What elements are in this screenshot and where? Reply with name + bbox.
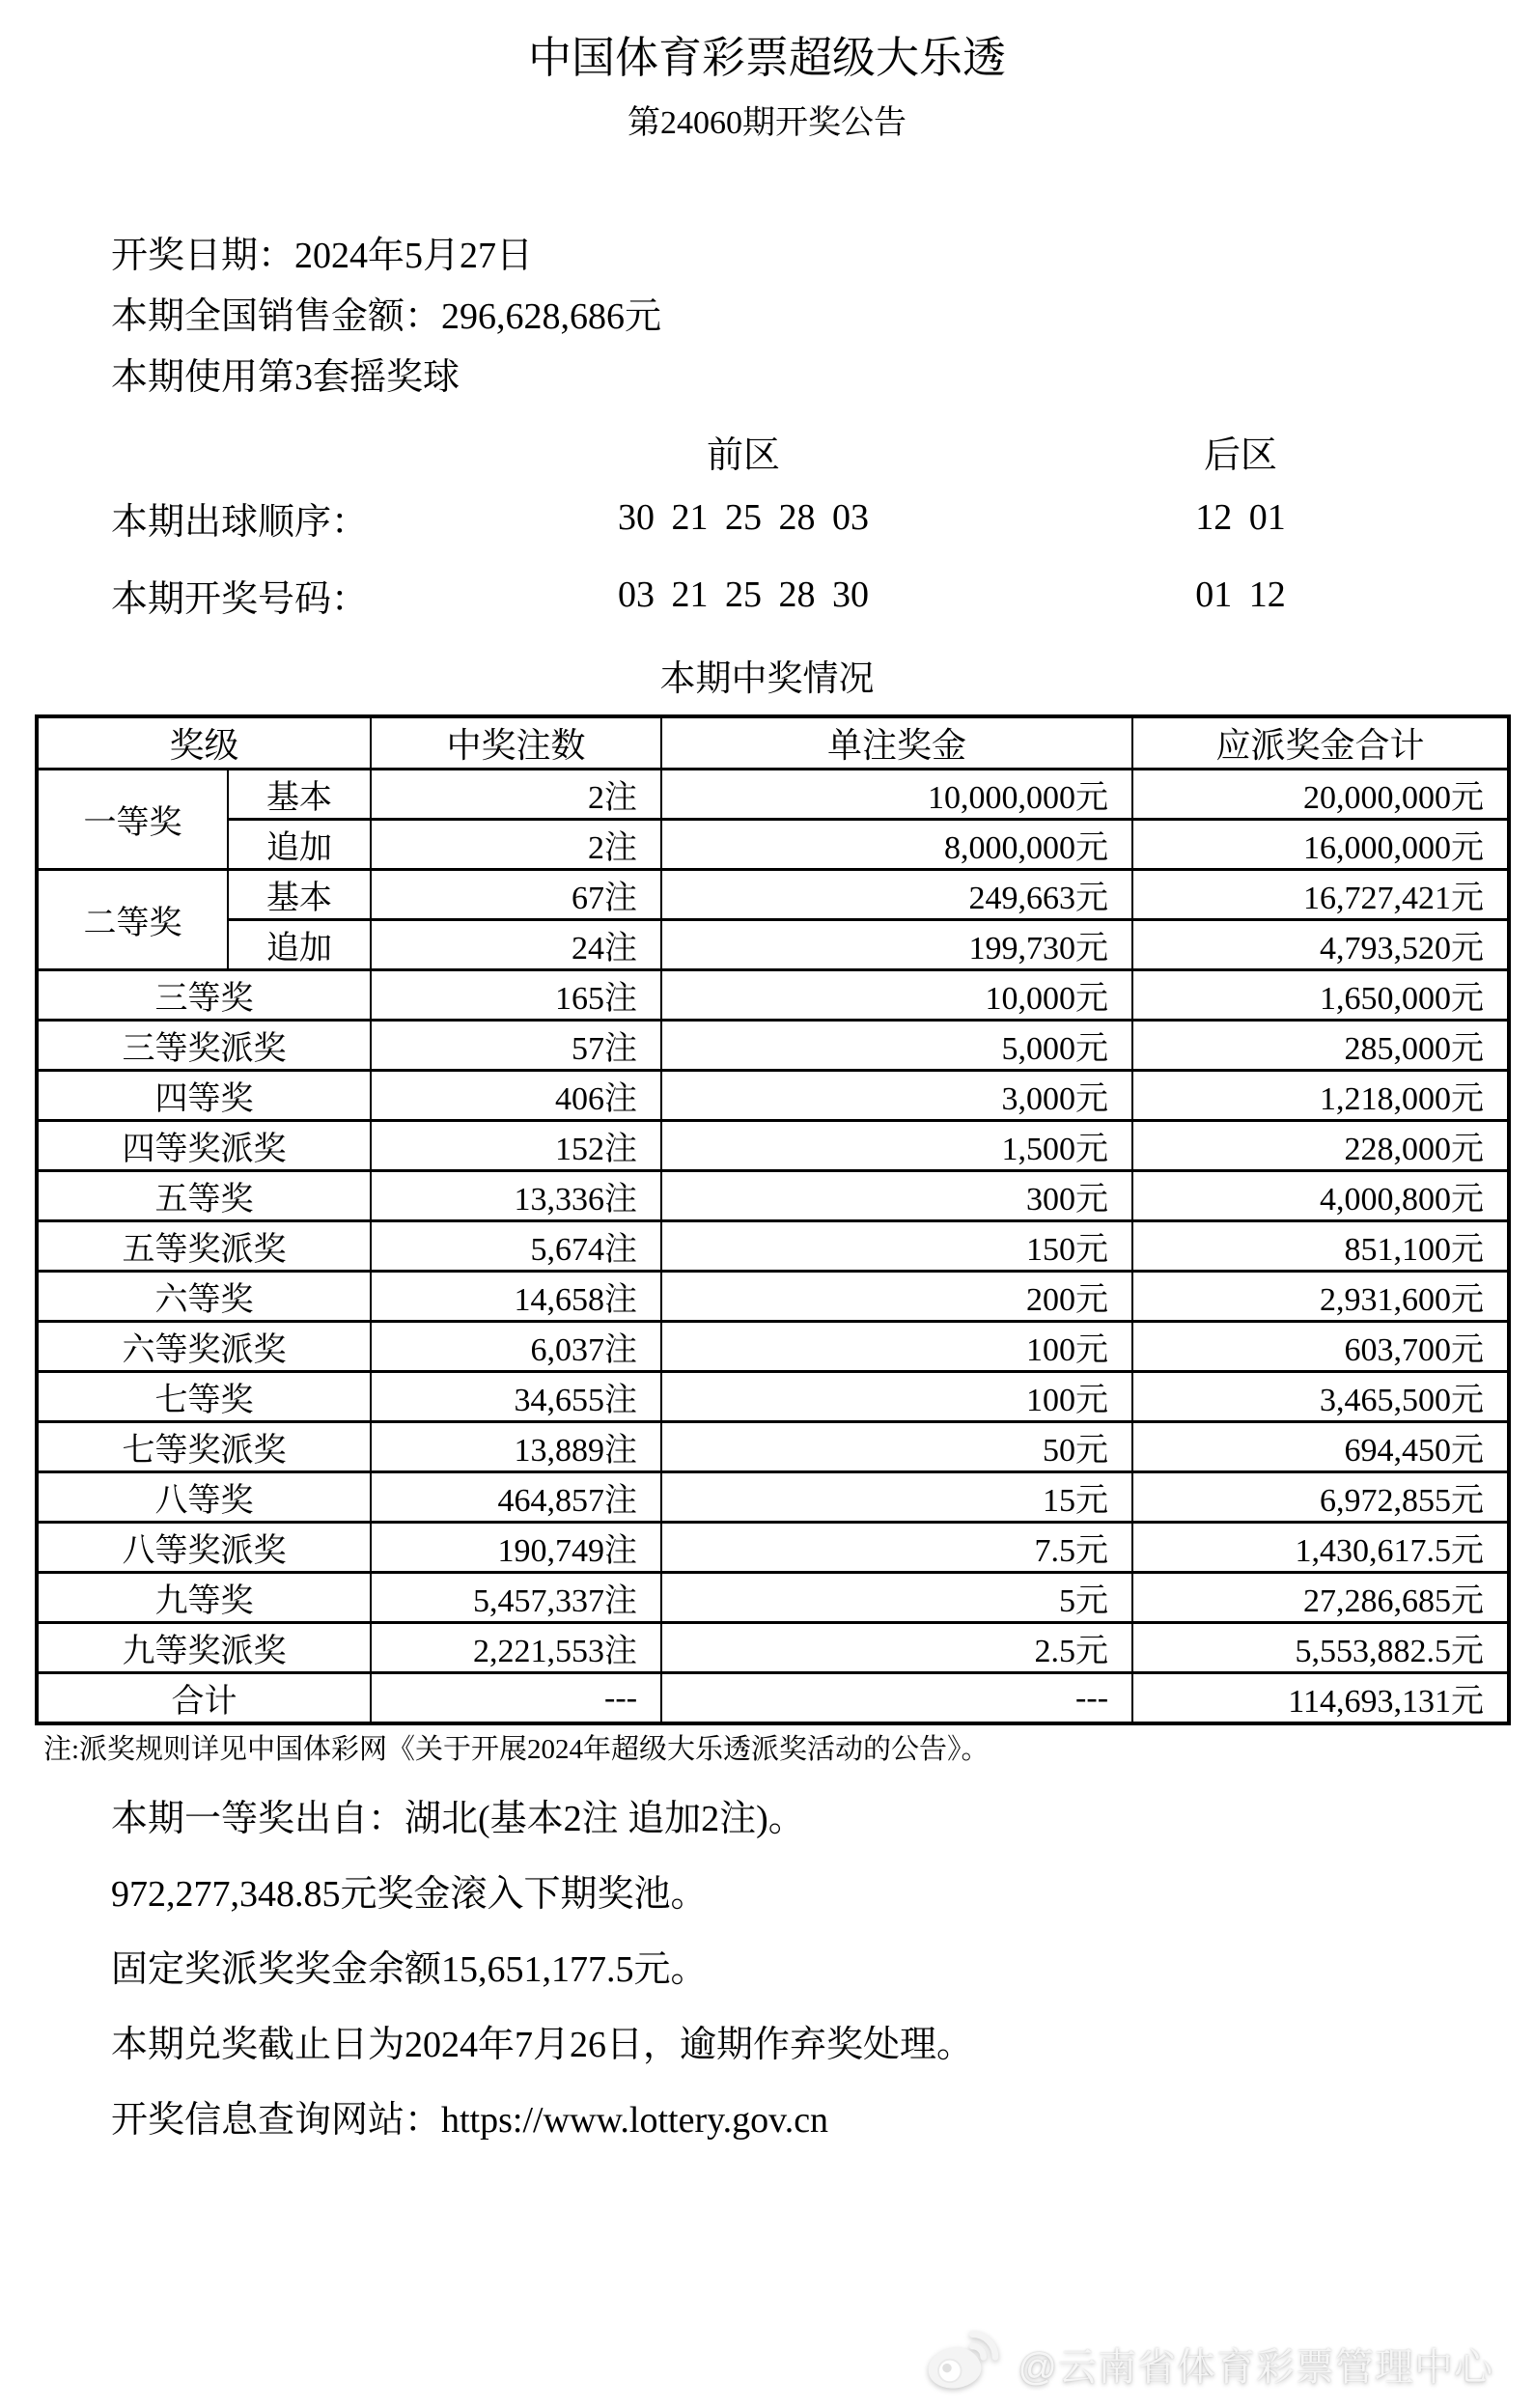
prize-table-row-11 [37, 1322, 1509, 1372]
payout-rule-note: 注:派奖规则详见中国体彩网《关于开展2024年超级大乐透派奖活动的公告》。 [43, 1734, 990, 1765]
prize-value-cell: 1,500元 [661, 1121, 1132, 1171]
prize-value-cell: 16,727,421元 [1132, 870, 1509, 920]
back-zone-label: 后区 [1203, 434, 1277, 476]
prize-value-cell: 6,972,855元 [1132, 1472, 1509, 1523]
prize-table-row-18 [37, 1673, 1509, 1724]
prize-value-cell: 5元 [661, 1573, 1132, 1623]
prize-value-cell: 3,000元 [661, 1071, 1132, 1121]
prize-table-row-3 [37, 920, 1509, 970]
winning-numbers-front: 03 21 25 28 30 [618, 574, 869, 615]
watermark-handle: @云南省体育彩票管理中心 [1018, 2346, 1493, 2389]
prize-value-cell: --- [371, 1673, 661, 1724]
prize-value-cell: 100元 [661, 1372, 1132, 1422]
prize-value-cell: 100元 [661, 1322, 1132, 1372]
prize-table-row-8 [37, 1171, 1509, 1221]
prize-value-cell: 165注 [371, 970, 661, 1021]
prize-value-cell: 7.5元 [661, 1523, 1132, 1573]
winning-numbers-back: 01 12 [1195, 574, 1286, 615]
prize-value-cell: 152注 [371, 1121, 661, 1171]
prize-subtype-cell: 追加 [228, 820, 371, 870]
prize-value-cell: 603,700元 [1132, 1322, 1509, 1372]
prize-level-cell: 四等奖 [37, 1071, 371, 1121]
prize-value-cell: 14,658注 [371, 1272, 661, 1322]
prize-table-row-9 [37, 1221, 1509, 1272]
prize-level-cell: 三等奖派奖 [37, 1021, 371, 1071]
prize-value-cell: 4,793,520元 [1132, 920, 1509, 970]
prize-table-row-6 [37, 1071, 1509, 1121]
prize-table-body [37, 770, 1509, 1724]
prize-level-cell: 四等奖派奖 [37, 1121, 371, 1171]
prize-table [35, 714, 1511, 1725]
prize-value-cell: 16,000,000元 [1132, 820, 1509, 870]
header-winner-count: 中奖注数 [371, 716, 661, 770]
footer-paragraphs [111, 1799, 1534, 2141]
prize-level-cell: 六等奖 [37, 1272, 371, 1322]
prize-value-cell: 249,663元 [661, 870, 1132, 920]
prize-table-row-0 [37, 770, 1509, 820]
header-single-prize: 单注奖金 [661, 716, 1132, 770]
prize-value-cell: 5,674注 [371, 1221, 661, 1272]
prize-table-row-16 [37, 1573, 1509, 1623]
fixed-prize-balance-line: 固定奖派奖奖金余额15,651,177.5元。 [111, 1949, 708, 1990]
prize-value-cell: 406注 [371, 1071, 661, 1121]
prize-level-cell: 八等奖派奖 [37, 1523, 371, 1573]
prize-value-cell: 5,553,882.5元 [1132, 1623, 1509, 1673]
prize-value-cell: 694,450元 [1132, 1422, 1509, 1472]
prize-value-cell: 2注 [371, 820, 661, 870]
prize-value-cell: 199,730元 [661, 920, 1132, 970]
jackpot-rollover-line: 972,277,348.85元奖金滚入下期奖池。 [111, 1874, 708, 1915]
prize-value-cell: 190,749注 [371, 1523, 661, 1573]
prize-table-row-4 [37, 970, 1509, 1021]
prize-level-cell: 八等奖 [37, 1472, 371, 1523]
watermark [921, 2330, 1493, 2398]
prize-table-row-14 [37, 1472, 1509, 1523]
prize-value-cell: 2.5元 [661, 1623, 1132, 1673]
prize-value-cell: 150元 [661, 1221, 1132, 1272]
first-prize-origin-line: 本期一等奖出自：湖北(基本2注 追加2注)。 [111, 1799, 805, 1839]
prize-level-cell: 七等奖 [37, 1372, 371, 1422]
prize-value-cell: 1,430,617.5元 [1132, 1523, 1509, 1573]
prize-level-cell: 九等奖 [37, 1573, 371, 1623]
winning-numbers-row [0, 556, 1534, 633]
prize-section-title: 本期中奖情况 [659, 659, 875, 699]
prize-table-row-10 [37, 1272, 1509, 1322]
prize-value-cell: 285,000元 [1132, 1021, 1509, 1071]
prize-table-header-row [37, 716, 1509, 770]
ball-order-label: 本期出球顺序： [111, 501, 369, 543]
prize-level-cell: 合计 [37, 1673, 371, 1724]
prize-value-cell: 6,037注 [371, 1322, 661, 1372]
prize-value-cell: 24注 [371, 920, 661, 970]
prize-value-cell: 300元 [661, 1171, 1132, 1221]
prize-value-cell: 2,221,553注 [371, 1623, 661, 1673]
claim-deadline-line: 本期兑奖截止日为2024年7月26日，逾期作弃奖处理。 [111, 2025, 974, 2065]
prize-table-row-2 [37, 870, 1509, 920]
prize-value-cell: 20,000,000元 [1132, 770, 1509, 820]
prize-table-row-15 [37, 1523, 1509, 1573]
prize-level-cell: 二等奖 [37, 870, 228, 970]
prize-value-cell: 200元 [661, 1272, 1132, 1322]
zone-header-row [0, 423, 1534, 479]
ball-order-row [0, 479, 1534, 556]
prize-value-cell: 2,931,600元 [1132, 1272, 1509, 1322]
prize-value-cell: 8,000,000元 [661, 820, 1132, 870]
prize-value-cell: 3,465,500元 [1132, 1372, 1509, 1422]
prize-value-cell: 5,457,337注 [371, 1573, 661, 1623]
prize-value-cell: 851,100元 [1132, 1221, 1509, 1272]
prize-value-cell: 10,000,000元 [661, 770, 1132, 820]
draw-date-line: 开奖日期：2024年5月27日 [111, 236, 534, 276]
header-total-payout: 应派奖金合计 [1132, 716, 1509, 770]
page-subtitle: 第24060期开奖公告 [628, 105, 906, 141]
weibo-icon [921, 2330, 1004, 2398]
prize-value-cell: 10,000元 [661, 970, 1132, 1021]
prize-subtype-cell: 基本 [228, 870, 371, 920]
header-prize-level: 奖级 [37, 716, 371, 770]
prize-level-cell: 五等奖派奖 [37, 1221, 371, 1272]
prize-value-cell: 15元 [661, 1472, 1132, 1523]
prize-value-cell: --- [661, 1673, 1132, 1724]
front-zone-label: 前区 [706, 434, 780, 476]
prize-value-cell: 13,336注 [371, 1171, 661, 1221]
prize-table-row-17 [37, 1623, 1509, 1673]
ball-order-front-numbers: 30 21 25 28 03 [618, 497, 869, 538]
prize-subtype-cell: 基本 [228, 770, 371, 820]
prize-level-cell: 七等奖派奖 [37, 1422, 371, 1472]
draw-info-block [111, 236, 1534, 398]
prize-subtype-cell: 追加 [228, 920, 371, 970]
prize-table-row-12 [37, 1372, 1509, 1422]
prize-level-cell: 九等奖派奖 [37, 1623, 371, 1673]
prize-table-row-13 [37, 1422, 1509, 1472]
draw-numbers-block [0, 423, 1534, 633]
prize-level-cell: 六等奖派奖 [37, 1322, 371, 1372]
prize-value-cell: 34,655注 [371, 1372, 661, 1422]
prize-table-row-5 [37, 1021, 1509, 1071]
prize-level-cell: 五等奖 [37, 1171, 371, 1221]
prize-value-cell: 1,650,000元 [1132, 970, 1509, 1021]
prize-table-row-7 [37, 1121, 1509, 1171]
prize-value-cell: 1,218,000元 [1132, 1071, 1509, 1121]
ball-set-line: 本期使用第3套摇奖球 [111, 357, 460, 398]
prize-table-row-1 [37, 820, 1509, 870]
title-block [0, 0, 1534, 143]
prize-value-cell: 464,857注 [371, 1472, 661, 1523]
prize-value-cell: 50元 [661, 1422, 1132, 1472]
prize-value-cell: 67注 [371, 870, 661, 920]
prize-value-cell: 5,000元 [661, 1021, 1132, 1071]
prize-value-cell: 27,286,685元 [1132, 1573, 1509, 1623]
page-title: 中国体育彩票超级大乐透 [527, 34, 1006, 82]
prize-value-cell: 114,693,131元 [1132, 1673, 1509, 1724]
prize-value-cell: 57注 [371, 1021, 661, 1071]
winning-numbers-label: 本期开奖号码： [111, 578, 369, 620]
ball-order-back-numbers: 12 01 [1195, 497, 1286, 538]
prize-value-cell: 228,000元 [1132, 1121, 1509, 1171]
prize-value-cell: 2注 [371, 770, 661, 820]
prize-level-cell: 一等奖 [37, 770, 228, 870]
sales-amount-line: 本期全国销售金额：296,628,686元 [111, 296, 662, 337]
prize-value-cell: 13,889注 [371, 1422, 661, 1472]
prize-level-cell: 三等奖 [37, 970, 371, 1021]
lottery-website-line: 开奖信息查询网站：https://www.lottery.gov.cn [111, 2100, 829, 2141]
prize-value-cell: 4,000,800元 [1132, 1171, 1509, 1221]
